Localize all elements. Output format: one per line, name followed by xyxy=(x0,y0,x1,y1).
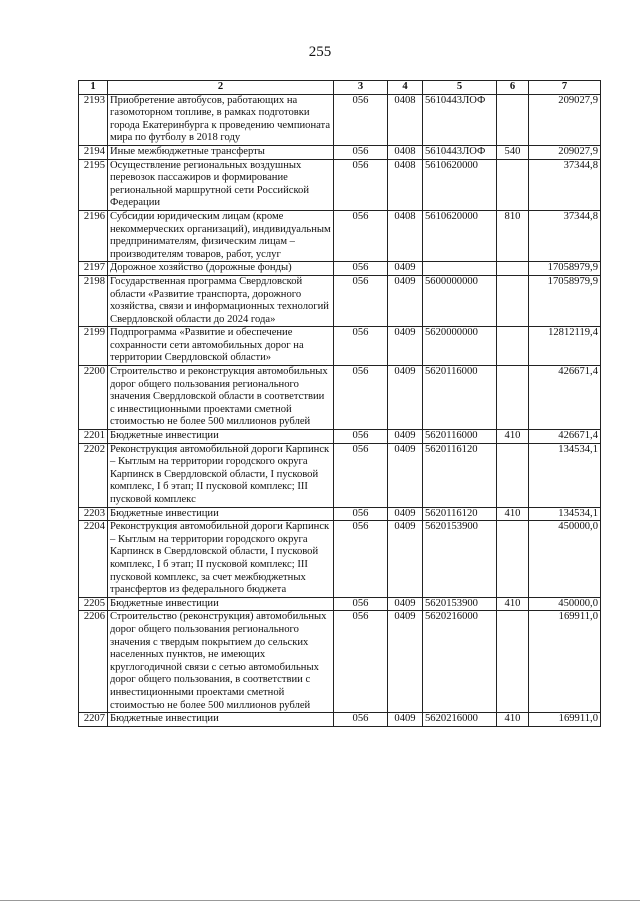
row-number-cell: 2203 xyxy=(79,507,108,521)
row-number-cell: 2207 xyxy=(79,713,108,727)
row-number-cell: 2206 xyxy=(79,611,108,713)
amount-cell: 37344,8 xyxy=(529,210,601,261)
page-edge-line xyxy=(0,900,640,901)
code-6-cell: 410 xyxy=(497,597,529,611)
code-3-cell: 056 xyxy=(334,275,388,326)
code-6-cell xyxy=(497,327,529,366)
amount-cell: 134534,1 xyxy=(529,507,601,521)
code-6-cell xyxy=(497,366,529,430)
column-header: 6 xyxy=(497,81,529,95)
row-number-cell: 2197 xyxy=(79,262,108,276)
row-number-cell: 2202 xyxy=(79,443,108,507)
column-header: 4 xyxy=(388,81,423,95)
code-5-cell: 5620116000 xyxy=(423,366,497,430)
column-header: 3 xyxy=(334,81,388,95)
amount-cell: 209027,9 xyxy=(529,145,601,159)
page-number: 255 xyxy=(308,44,332,60)
row-number-cell: 2196 xyxy=(79,210,108,261)
code-4-cell: 0409 xyxy=(388,327,423,366)
amount-cell: 209027,9 xyxy=(529,94,601,145)
table-row xyxy=(79,443,601,507)
table-row xyxy=(79,611,601,713)
code-5-cell: 5610620000 xyxy=(423,159,497,210)
amount-cell: 17058979,9 xyxy=(529,262,601,276)
code-4-cell: 0408 xyxy=(388,145,423,159)
row-number-cell: 2194 xyxy=(79,145,108,159)
amount-cell: 134534,1 xyxy=(529,443,601,507)
code-5-cell: 5620216000 xyxy=(423,713,497,727)
code-4-cell: 0409 xyxy=(388,507,423,521)
amount-cell: 17058979,9 xyxy=(529,275,601,326)
row-number-cell: 2195 xyxy=(79,159,108,210)
code-4-cell: 0409 xyxy=(388,597,423,611)
column-header: 7 xyxy=(529,81,601,95)
amount-cell: 37344,8 xyxy=(529,159,601,210)
code-3-cell: 056 xyxy=(334,327,388,366)
column-header: 1 xyxy=(79,81,108,95)
code-5-cell: 5620116120 xyxy=(423,507,497,521)
code-6-cell xyxy=(497,611,529,713)
code-6-cell xyxy=(497,94,529,145)
code-6-cell xyxy=(497,159,529,210)
code-4-cell: 0409 xyxy=(388,611,423,713)
code-6-cell xyxy=(497,275,529,326)
table-row xyxy=(79,262,601,276)
table-row xyxy=(79,210,601,261)
code-3-cell: 056 xyxy=(334,430,388,444)
item-name-cell: Приобретение автобусов, работающих на газомоторном топливе, в рамках подготовки города Екатеринбурга к проведению чемпионата мира по футболу в 2018 году xyxy=(108,94,334,145)
item-name-cell: Реконструкция автомобильной дороги Карпинск – Кытлым на территории городского округа Карпинск в Свердловской области, I пусковой комплекс, I б этап; II пусковой комплекс; III пусковой комплекс, за счет межбюджетных трансфертов из федерального бюджета xyxy=(108,521,334,598)
code-3-cell: 056 xyxy=(334,713,388,727)
code-6-cell xyxy=(497,262,529,276)
table-row xyxy=(79,597,601,611)
amount-cell: 450000,0 xyxy=(529,597,601,611)
code-5-cell: 5620216000 xyxy=(423,611,497,713)
code-6-cell: 410 xyxy=(497,713,529,727)
table-row xyxy=(79,366,601,430)
item-name-cell: Реконструкция автомобильной дороги Карпинск – Кытлым на территории городского округа Карпинск в Свердловской области, I пусковой комплекс, I б этап; II пусковой комплекс; III пусковой комплекс xyxy=(108,443,334,507)
code-3-cell: 056 xyxy=(334,443,388,507)
code-5-cell: 5610443ЛОФ xyxy=(423,94,497,145)
table-row xyxy=(79,521,601,598)
code-3-cell: 056 xyxy=(334,262,388,276)
code-4-cell: 0409 xyxy=(388,262,423,276)
amount-cell: 169911,0 xyxy=(529,713,601,727)
code-3-cell: 056 xyxy=(334,507,388,521)
code-3-cell: 056 xyxy=(334,597,388,611)
amount-cell: 426671,4 xyxy=(529,366,601,430)
row-number-cell: 2205 xyxy=(79,597,108,611)
amount-cell: 169911,0 xyxy=(529,611,601,713)
table-body xyxy=(79,94,601,726)
code-4-cell: 0409 xyxy=(388,430,423,444)
item-name-cell: Государственная программа Свердловской области «Развитие транспорта, дорожного хозяйства, связи и информационных технологий Свердловской области до 2024 года» xyxy=(108,275,334,326)
item-name-cell: Строительство (реконструкция) автомобильных дорог общего пользования регионального значения с твердым покрытием до сельских населенных пунктов, не имеющих круглогодичной связи с сетью автомобильных дорог общего пользования, в соответствии с инвестиционными проектами сметной стоимостью не более 500 миллионов рублей xyxy=(108,611,334,713)
row-number-cell: 2201 xyxy=(79,430,108,444)
item-name-cell: Субсидии юридическим лицам (кроме некоммерческих организаций), индивидуальным предпринимателям, физическим лицам – производителям товаров, работ, услуг xyxy=(108,210,334,261)
code-3-cell: 056 xyxy=(334,521,388,598)
item-name-cell: Подпрограмма «Развитие и обеспечение сохранности сети автомобильных дорог на территории Свердловской области» xyxy=(108,327,334,366)
item-name-cell: Строительство и реконструкция автомобильных дорог общего пользования регионального значения Свердловской области в соответствии с инвестиционными проектами сметной стоимостью не более 500 миллионов рублей xyxy=(108,366,334,430)
code-6-cell xyxy=(497,521,529,598)
code-5-cell: 5620116000 xyxy=(423,430,497,444)
code-3-cell: 056 xyxy=(334,210,388,261)
item-name-cell: Бюджетные инвестиции xyxy=(108,713,334,727)
code-4-cell: 0409 xyxy=(388,713,423,727)
item-name-cell: Иные межбюджетные трансферты xyxy=(108,145,334,159)
amount-cell: 12812119,4 xyxy=(529,327,601,366)
row-number-cell: 2198 xyxy=(79,275,108,326)
code-4-cell: 0409 xyxy=(388,443,423,507)
code-6-cell xyxy=(497,443,529,507)
row-number-cell: 2200 xyxy=(79,366,108,430)
code-3-cell: 056 xyxy=(334,611,388,713)
code-4-cell: 0409 xyxy=(388,275,423,326)
column-header: 2 xyxy=(108,81,334,95)
item-name-cell: Осуществление региональных воздушных перевозок пассажиров и формирование региональной маршрутной сети Российской Федерации xyxy=(108,159,334,210)
table-row xyxy=(79,145,601,159)
code-4-cell: 0409 xyxy=(388,366,423,430)
table-row xyxy=(79,275,601,326)
table-row xyxy=(79,713,601,727)
code-6-cell: 410 xyxy=(497,507,529,521)
item-name-cell: Бюджетные инвестиции xyxy=(108,507,334,521)
amount-cell: 426671,4 xyxy=(529,430,601,444)
code-5-cell: 5620153900 xyxy=(423,597,497,611)
header-row xyxy=(79,81,601,95)
code-4-cell: 0408 xyxy=(388,159,423,210)
code-3-cell: 056 xyxy=(334,145,388,159)
code-5-cell: 5620116120 xyxy=(423,443,497,507)
code-6-cell: 410 xyxy=(497,430,529,444)
table-row xyxy=(79,507,601,521)
table-row xyxy=(79,327,601,366)
item-name-cell: Бюджетные инвестиции xyxy=(108,430,334,444)
row-number-cell: 2193 xyxy=(79,94,108,145)
code-5-cell: 5620153900 xyxy=(423,521,497,598)
code-4-cell: 0408 xyxy=(388,210,423,261)
table-row xyxy=(79,159,601,210)
code-5-cell: 5610620000 xyxy=(423,210,497,261)
budget-table xyxy=(78,80,601,727)
code-5-cell: 5620000000 xyxy=(423,327,497,366)
code-6-cell: 540 xyxy=(497,145,529,159)
code-5-cell: 5600000000 xyxy=(423,275,497,326)
table-row xyxy=(79,94,601,145)
amount-cell: 450000,0 xyxy=(529,521,601,598)
code-3-cell: 056 xyxy=(334,159,388,210)
code-5-cell: 5610443ЛОФ xyxy=(423,145,497,159)
code-4-cell: 0408 xyxy=(388,94,423,145)
row-number-cell: 2204 xyxy=(79,521,108,598)
item-name-cell: Дорожное хозяйство (дорожные фонды) xyxy=(108,262,334,276)
column-header: 5 xyxy=(423,81,497,95)
code-3-cell: 056 xyxy=(334,94,388,145)
item-name-cell: Бюджетные инвестиции xyxy=(108,597,334,611)
table-row xyxy=(79,430,601,444)
code-5-cell xyxy=(423,262,497,276)
code-3-cell: 056 xyxy=(334,366,388,430)
row-number-cell: 2199 xyxy=(79,327,108,366)
code-6-cell: 810 xyxy=(497,210,529,261)
code-4-cell: 0409 xyxy=(388,521,423,598)
